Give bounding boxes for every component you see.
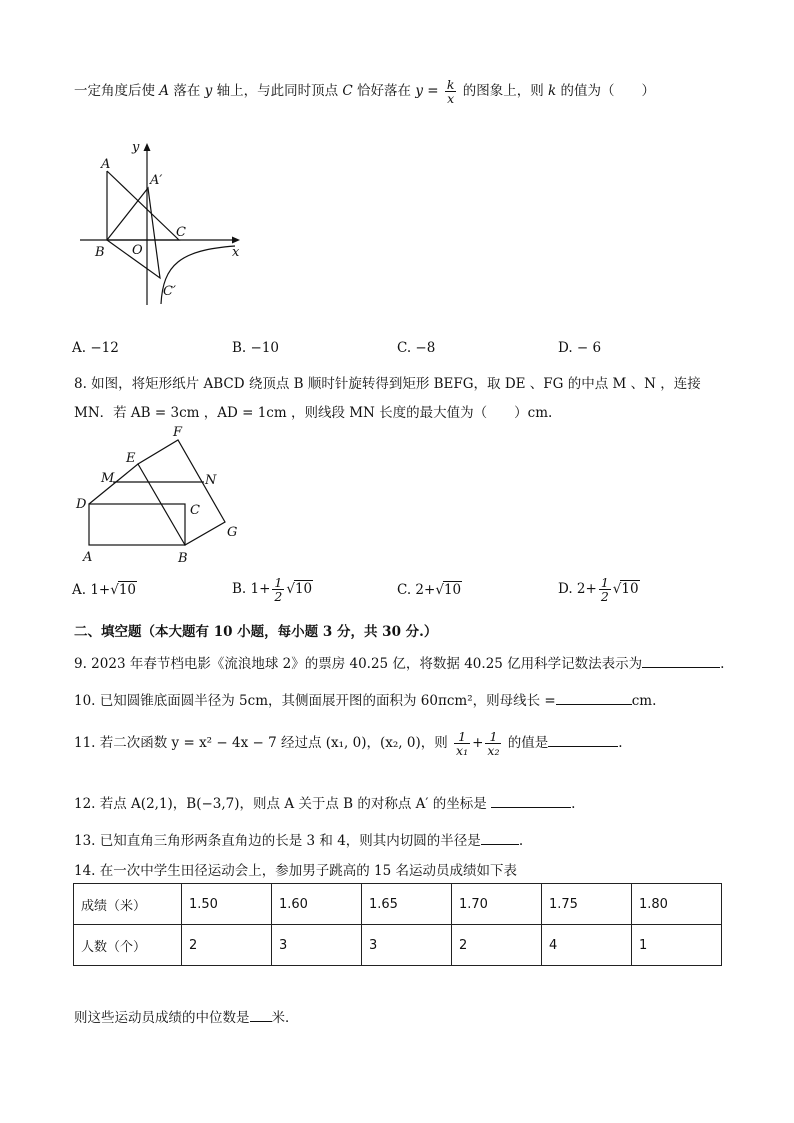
q13-text: 13. 已知直角三角形两条直角边的长是 3 和 4，则其内切圆的半径是 . xyxy=(74,833,524,849)
table-cell: 1.70 xyxy=(452,884,542,925)
q12-answer-blank[interactable] xyxy=(491,795,571,808)
q7-option-d[interactable]: D. − 6 xyxy=(558,340,602,356)
table-cell: 1.80 xyxy=(632,884,722,925)
q12-text: 12. 若点 A(2,1)，B(−3,7)，则点 A 关于点 B 的对称点 A′ 的坐标是 . xyxy=(74,796,576,812)
label-B: B xyxy=(178,551,188,566)
q7-option-a[interactable]: A. −12 xyxy=(72,340,119,356)
label-D: D xyxy=(76,497,87,512)
table-cell: 1.60 xyxy=(272,884,362,925)
table-cell: 3 xyxy=(272,925,362,966)
q11-answer-blank[interactable] xyxy=(548,734,618,747)
q8-options xyxy=(72,575,732,606)
table-row xyxy=(74,884,722,925)
section-heading: 二、填空题（本大题有 10 小题，每小题 3 分，共 30 分.） xyxy=(74,624,438,640)
label-A-prime: A′ xyxy=(150,173,163,188)
triangle-apbcp xyxy=(107,188,160,278)
q14-text: 14. 在一次中学生田径运动会上，参加男子跳高的 15 名运动员成绩如下表 xyxy=(74,863,518,879)
label-G: G xyxy=(227,525,238,540)
q7-text: 一定角度后使 A 落在 y 轴上，与此同时顶点 C 恰好落在 y = $\frac{k}{x}$ 的图象上，则 k 的值为（ ） xyxy=(74,77,655,107)
q9-text: 9. 2023 年春节档电影《流浪地球 2》的票房 40.25 亿，将数据 40.25 亿用科学记数法表示为 . xyxy=(74,656,725,672)
label-E: E xyxy=(126,451,136,466)
figure-rectangle-rotation xyxy=(75,424,250,569)
rectangle-befg xyxy=(138,440,225,545)
q14-answer-line: 则这些运动员成绩的中位数是 米． xyxy=(74,1010,299,1026)
q9-answer-blank[interactable] xyxy=(642,655,720,668)
table-cell: 2 xyxy=(182,925,272,966)
table-cell: 3 xyxy=(362,925,452,966)
q10-text: 10. 已知圆锥底面圆半径为 5cm，其侧面展开图的面积为 60πcm²，则母线长 = cm. xyxy=(74,693,657,709)
label-C: C xyxy=(176,225,186,240)
label-B: B xyxy=(95,245,105,260)
table-cell: 1.65 xyxy=(362,884,452,925)
table-cell: 4 xyxy=(542,925,632,966)
q11-text: 11. 若二次函数 y = x² − 4x − 7 经过点 (x₁, 0)，(x₂, 0)，则 $\frac{1}{\text{x₁}}$ + $\frac{1}{\text{x₂}}$ 的值是 . xyxy=(74,729,623,759)
q8-option-a[interactable]: A. 1+√10 xyxy=(72,582,137,598)
q14-answer-blank[interactable] xyxy=(250,1009,272,1022)
q8-option-d[interactable]: D. 2+ $\frac{1}{2}$ √10 xyxy=(558,575,639,605)
table-header-count: 人数（个） xyxy=(74,925,182,966)
triangle-abc xyxy=(107,171,179,240)
label-y: y xyxy=(132,140,140,155)
q7-option-b[interactable]: B. −10 xyxy=(232,340,279,356)
table-cell: 2 xyxy=(452,925,542,966)
label-F: F xyxy=(173,425,183,440)
q10-answer-blank[interactable] xyxy=(556,692,632,705)
label-x: x xyxy=(232,245,240,260)
label-A: A xyxy=(83,550,93,565)
table-cell: 1.75 xyxy=(542,884,632,925)
q8-text-line2: MN．若 AB = 3cm ，AD = 1cm ，则线段 MN 长度的最大值为（ ）cm. xyxy=(74,405,553,421)
k-over-x-fraction: $\frac{k}{x}$ xyxy=(446,77,455,107)
q8-option-c[interactable]: C. 2+√10 xyxy=(397,582,462,598)
label-N: N xyxy=(205,473,217,488)
table-cell: 1.50 xyxy=(182,884,272,925)
label-C-prime: C′ xyxy=(163,284,176,299)
table-cell: 1 xyxy=(632,925,722,966)
label-M: M xyxy=(101,471,115,486)
table-header-score: 成绩（米） xyxy=(74,884,182,925)
q13-answer-blank[interactable] xyxy=(481,832,519,845)
table-row xyxy=(74,925,722,966)
q8-option-b[interactable]: B. 1+ $\frac{1}{2}$ √10 xyxy=(232,575,313,605)
figure-coordinate-rotation xyxy=(75,140,250,310)
q7-option-c[interactable]: C. −8 xyxy=(397,340,436,356)
label-O: O xyxy=(132,243,143,258)
rectangle-abcd xyxy=(89,504,185,545)
label-A: A xyxy=(101,157,111,172)
y-axis-arrow xyxy=(144,143,151,151)
q7-options xyxy=(72,340,732,360)
q8-text-line1: 8. 如图，将矩形纸片 ABCD 绕顶点 B 顺时针旋转得到矩形 BEFG，取 DE 、FG 的中点 M 、N ，连接 xyxy=(74,376,701,392)
label-C: C xyxy=(190,503,200,518)
x-axis-arrow xyxy=(232,237,240,244)
scores-table xyxy=(73,883,722,966)
